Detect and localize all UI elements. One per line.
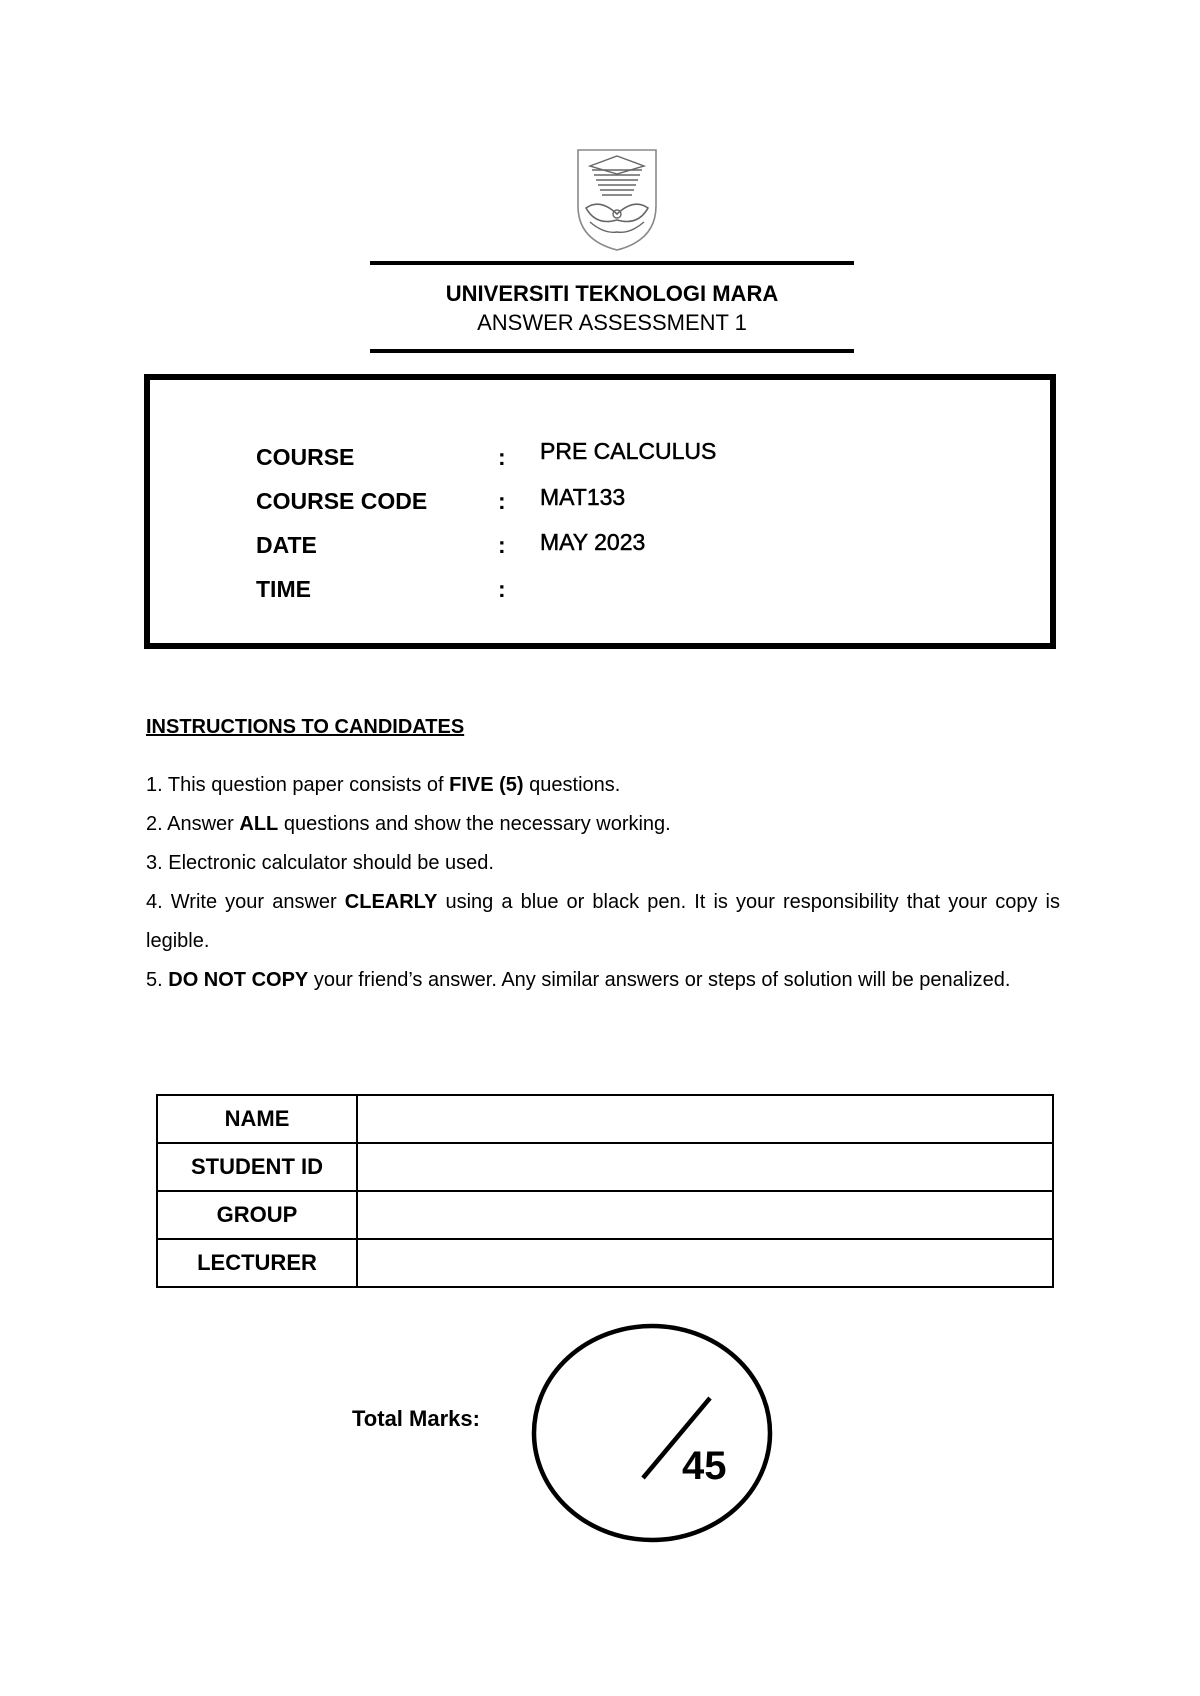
header-bottom-rule <box>370 349 854 353</box>
instruction-item: 1. This question paper consists of FIVE (5) questions. <box>146 774 621 796</box>
course-colon: : <box>498 444 506 470</box>
course-code-label: COURSE CODE <box>256 488 428 514</box>
date-label: DATE <box>256 532 317 558</box>
table-row <box>157 1191 1053 1239</box>
total-marks-label: Total Marks: <box>352 1406 480 1431</box>
table-row <box>157 1095 1053 1143</box>
university-name: UNIVERSITI TEKNOLOGI MARA <box>445 281 779 306</box>
course-label: COURSE <box>256 444 355 470</box>
marks-circle[interactable] <box>530 1322 774 1544</box>
lecturer-field[interactable] <box>357 1239 1053 1287</box>
total-marks-max: 45 <box>682 1444 727 1488</box>
group-label: GROUP <box>157 1191 357 1239</box>
lecturer-label: LECTURER <box>157 1239 357 1287</box>
table-row <box>157 1143 1053 1191</box>
name-field[interactable] <box>357 1095 1053 1143</box>
instruction-item: 5. DO NOT COPY your friend’s answer. Any similar answers or steps of solution will be penalized. <box>146 969 1011 991</box>
time-label: TIME <box>256 576 311 602</box>
course-code-value: MAT133 <box>540 484 626 510</box>
instruction-item: 4. Write your answer CLEARLY using a blue or black pen. It is your responsibility that your copy is legible. <box>146 891 1060 952</box>
group-field[interactable] <box>357 1191 1053 1239</box>
name-label: NAME <box>157 1095 357 1143</box>
instruction-item: 2. Answer ALL questions and show the necessary working. <box>146 813 671 835</box>
university-crest-icon <box>574 148 660 252</box>
time-colon: : <box>498 576 506 602</box>
student-details-table <box>156 1094 1054 1288</box>
date-value: MAY 2023 <box>540 529 646 555</box>
instruction-item: 3. Electronic calculator should be used. <box>146 852 494 874</box>
course-value: PRE CALCULUS <box>540 438 717 464</box>
student-id-label: STUDENT ID <box>157 1143 357 1191</box>
table-row <box>157 1239 1053 1287</box>
course-code-colon: : <box>498 488 506 514</box>
instructions-heading: INSTRUCTIONS TO CANDIDATES <box>146 716 465 738</box>
date-colon: : <box>498 532 506 558</box>
header-top-rule <box>370 261 854 265</box>
assessment-title: ANSWER ASSESSMENT 1 <box>477 310 747 335</box>
student-id-field[interactable] <box>357 1143 1053 1191</box>
